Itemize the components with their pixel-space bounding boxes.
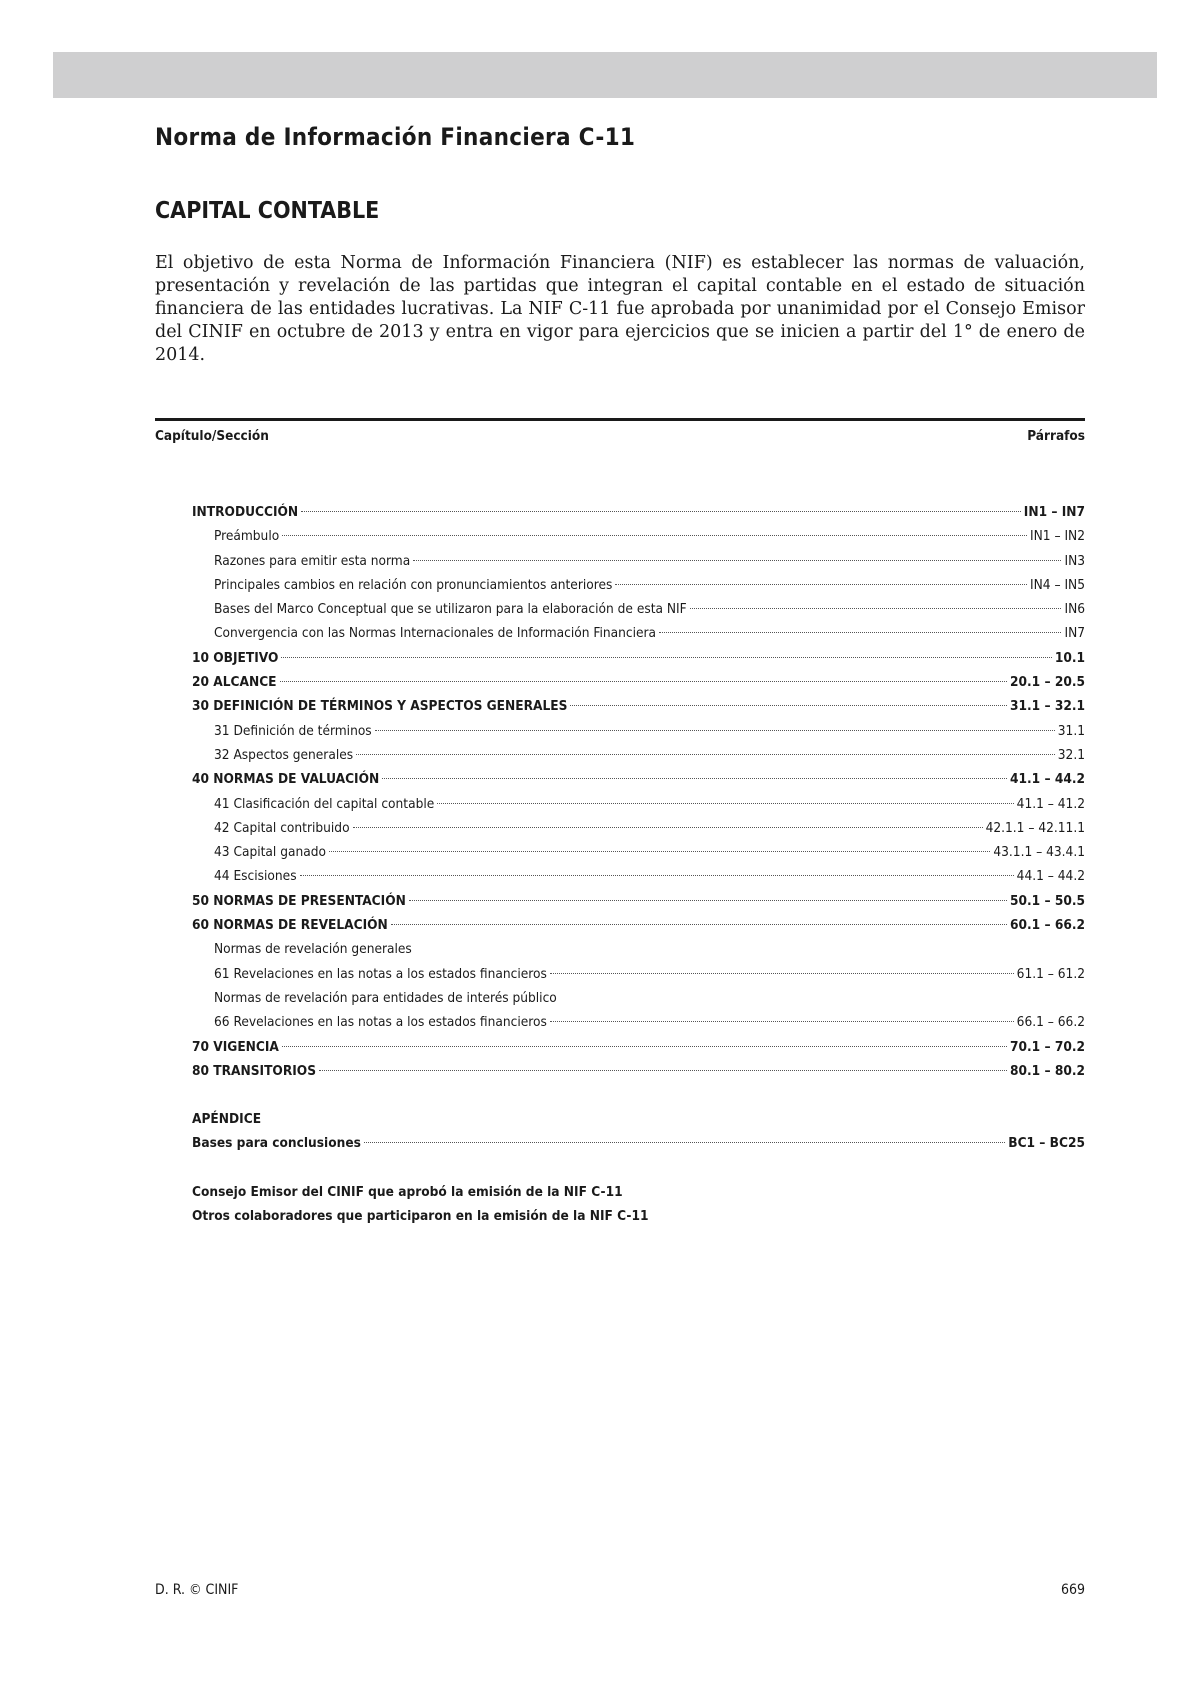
toc-entry[interactable]: [192, 646, 1085, 670]
toc-entry[interactable]: [192, 840, 1085, 864]
toc-entry-paragraphs: 50.1 – 50.5: [1010, 892, 1085, 909]
dot-leader: [570, 705, 1007, 706]
dot-leader: [659, 632, 1061, 633]
toc-entry-paragraphs: 80.1 – 80.2: [1010, 1062, 1085, 1079]
toc-entry[interactable]: [192, 719, 1085, 743]
toc-entry-label: 42 Capital contribuido: [214, 819, 350, 836]
toc-entry[interactable]: [192, 1035, 1085, 1059]
toc-entry-paragraphs: 41.1 – 41.2: [1016, 795, 1085, 812]
toc-entry[interactable]: [192, 670, 1085, 694]
toc-entry-label: Razones para emitir esta norma: [214, 552, 411, 569]
toc-entry-label: 70 VIGENCIA: [192, 1038, 279, 1055]
toc-entry[interactable]: [192, 573, 1085, 597]
toc-entry[interactable]: [192, 694, 1085, 718]
toc-subheading: Normas de revelación para entidades de interés público: [214, 989, 557, 1006]
toc-entry[interactable]: [192, 500, 1085, 524]
footer-copyright: D. R. © CINIF: [155, 1582, 239, 1598]
toc-entry-paragraphs: IN1 – IN2: [1030, 528, 1085, 545]
toc-entry-label: 32 Aspectos generales: [214, 746, 354, 763]
spacer: [192, 1156, 1085, 1180]
toc-entry-label: 40 NORMAS DE VALUACIÓN: [192, 771, 380, 788]
closing-line[interactable]: Otros colaboradores que participaron en la emisión de la NIF C-11: [192, 1208, 649, 1225]
dot-leader: [319, 1070, 1007, 1071]
toc-entry[interactable]: [192, 889, 1085, 913]
toc-entry-paragraphs: IN6: [1064, 601, 1085, 618]
toc-entry-label: 50 NORMAS DE PRESENTACIÓN: [192, 892, 406, 909]
toc-entry-paragraphs: BC1 – BC25: [1008, 1135, 1085, 1152]
intro-paragraph: El objetivo de esta Norma de Información Financiera (NIF) es establecer las normas de valuación, presentación y revelación de las partidas que integran el capital contable en el estado de situación financiera de las entidades lucrativas. La NIF C-11 fue aprobada por unanimidad por el Consejo Emisor del CINIF en octubre de 2013 y entra en vigor para ejercicios que se inicien a partir del 1° de enero de 2014.: [155, 253, 1085, 365]
dot-leader: [690, 608, 1062, 609]
divider-rule: [155, 418, 1085, 421]
dot-leader: [280, 681, 1007, 682]
toc-entry[interactable]: [192, 913, 1085, 937]
toc-entry-label: 80 TRANSITORIOS: [192, 1062, 316, 1079]
dot-leader: [356, 754, 1055, 755]
toc-entry-label: 41 Clasificación del capital contable: [214, 795, 435, 812]
toc-entry[interactable]: [192, 743, 1085, 767]
toc-entry[interactable]: [192, 864, 1085, 888]
dot-leader: [375, 730, 1055, 731]
table-of-contents: [192, 500, 1085, 1228]
toc-entry[interactable]: [192, 792, 1085, 816]
dot-leader: [391, 924, 1007, 925]
toc-entry-paragraphs: 42.1.1 – 42.11.1: [985, 819, 1085, 836]
toc-entry-paragraphs: IN3: [1064, 552, 1085, 569]
toc-entry[interactable]: [192, 962, 1085, 986]
closing-line[interactable]: Consejo Emisor del CINIF que aprobó la emisión de la NIF C-11: [192, 1183, 623, 1200]
dot-leader: [282, 1046, 1007, 1047]
toc-entry-paragraphs: 60.1 – 66.2: [1010, 917, 1085, 934]
toc-entry[interactable]: [192, 621, 1085, 645]
spacer: [192, 1083, 1085, 1107]
dot-leader: [382, 778, 1007, 779]
toc-header: [155, 428, 1085, 444]
toc-entry-paragraphs: 43.1.1 – 43.4.1: [993, 844, 1085, 861]
toc-entry[interactable]: [192, 1010, 1085, 1034]
toc-entry[interactable]: [192, 597, 1085, 621]
dot-leader: [300, 875, 1014, 876]
toc-entry[interactable]: [192, 767, 1085, 791]
toc-entry-label: 31 Definición de términos: [214, 722, 372, 739]
section-title: CAPITAL CONTABLE: [155, 198, 380, 224]
toc-entry-label: Principales cambios en relación con pronunciamientos anteriores: [214, 576, 613, 593]
dot-leader: [281, 657, 1051, 658]
dot-leader: [329, 851, 990, 852]
toc-entry[interactable]: [192, 1131, 1085, 1155]
toc-entry-paragraphs: IN1 – IN7: [1023, 504, 1085, 520]
toc-entry-paragraphs: IN7: [1064, 625, 1085, 642]
toc-entry-label: INTRODUCCIÓN: [192, 504, 299, 520]
toc-entry-paragraphs: 66.1 – 66.2: [1016, 1014, 1085, 1031]
dot-leader: [364, 1142, 1005, 1143]
dot-leader: [413, 560, 1061, 561]
dot-leader: [437, 803, 1013, 804]
page-number: 669: [1060, 1582, 1085, 1598]
toc-entry-paragraphs: 20.1 – 20.5: [1010, 674, 1085, 691]
toc-entry-label: Bases del Marco Conceptual que se utilizaron para la elaboración de esta NIF: [214, 601, 687, 618]
toc-entry-label: 44 Escisiones: [214, 868, 297, 885]
toc-entry-label: Convergencia con las Normas Internacionales de Información Financiera: [214, 625, 657, 642]
toc-entry-label: 10 OBJETIVO: [192, 649, 279, 666]
dot-leader: [550, 973, 1014, 974]
toc-entry-paragraphs: 44.1 – 44.2: [1016, 868, 1085, 885]
toc-entry-label: 61 Revelaciones en las notas a los estados financieros: [214, 965, 547, 982]
toc-entry-paragraphs: 70.1 – 70.2: [1010, 1038, 1085, 1055]
toc-entry-label: 30 DEFINICIÓN DE TÉRMINOS Y ASPECTOS GENERALES: [192, 698, 568, 715]
toc-entry-paragraphs: 61.1 – 61.2: [1016, 965, 1085, 982]
dot-leader: [615, 584, 1027, 585]
dot-leader: [301, 511, 1021, 512]
toc-entry[interactable]: [192, 1059, 1085, 1083]
dot-leader: [550, 1021, 1014, 1022]
dot-leader: [409, 900, 1007, 901]
toc-entry[interactable]: [192, 549, 1085, 573]
toc-entry-paragraphs: 31.1 – 32.1: [1010, 698, 1085, 715]
toc-entry-label: 20 ALCANCE: [192, 674, 277, 691]
toc-header-paragraphs: Párrafos: [1027, 428, 1085, 444]
toc-entry-label: Bases para conclusiones: [192, 1135, 361, 1152]
toc-entry-label: Preámbulo: [214, 528, 280, 545]
toc-subheading: Normas de revelación generales: [214, 941, 412, 958]
toc-entry-paragraphs: 31.1: [1057, 722, 1085, 739]
toc-entry[interactable]: [192, 524, 1085, 548]
header-band: [53, 52, 1157, 98]
toc-entry[interactable]: [192, 816, 1085, 840]
toc-entry-paragraphs: IN4 – IN5: [1030, 576, 1085, 593]
toc-entry-label: 60 NORMAS DE REVELACIÓN: [192, 917, 388, 934]
document-title: Norma de Información Financiera C-11: [155, 123, 636, 151]
toc-header-chapter: Capítulo/Sección: [155, 428, 269, 444]
toc-entry-label: 66 Revelaciones en las notas a los estados financieros: [214, 1014, 547, 1031]
dot-leader: [282, 535, 1027, 536]
toc-entry-paragraphs: 41.1 – 44.2: [1010, 771, 1085, 788]
appendix-title: APÉNDICE: [192, 1111, 262, 1128]
toc-entry-label: 43 Capital ganado: [214, 844, 326, 861]
dot-leader: [353, 827, 983, 828]
toc-entry-paragraphs: 10.1: [1054, 649, 1085, 666]
toc-entry-paragraphs: 32.1: [1057, 746, 1085, 763]
